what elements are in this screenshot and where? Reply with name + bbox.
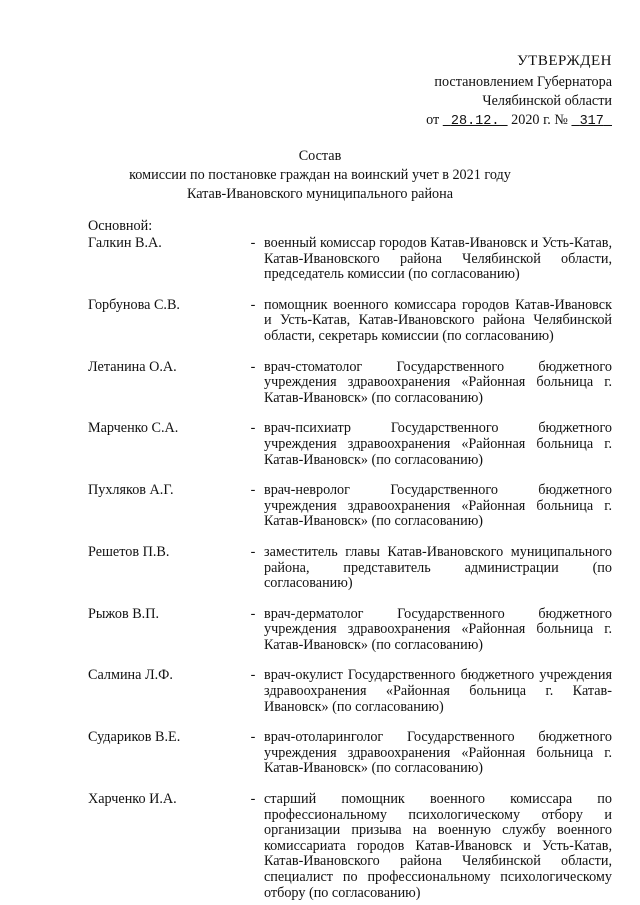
member-dash: - xyxy=(250,605,256,622)
approval-year-text: 2020 г. № xyxy=(511,112,568,128)
member-dash: - xyxy=(250,235,256,251)
member-dash: - xyxy=(250,296,256,313)
member-name: Пухляков А.Г. xyxy=(88,482,174,499)
title-line-3: Катав-Ивановского муниципального района xyxy=(186,186,454,202)
member-entry xyxy=(88,792,612,901)
approval-line-1: постановлением Губернатора xyxy=(434,74,612,90)
member-name: Марченко С.А. xyxy=(88,420,179,437)
member-dash: - xyxy=(250,358,256,375)
approval-line-2: Челябинской области xyxy=(482,93,612,109)
approval-prefix: от xyxy=(426,112,440,128)
member-entry xyxy=(88,545,612,592)
member-name: Судариков В.Е. xyxy=(88,729,181,746)
approval-number-value: 317 xyxy=(579,114,604,129)
member-name: Летанина О.А. xyxy=(88,358,177,375)
approval-date xyxy=(443,114,508,129)
member-entry xyxy=(88,668,612,715)
document-title xyxy=(0,147,640,204)
member-description: врач-окулист Государственного бюджетного учреждения здравоохранения «Районная больница г. Катав-Ивановск» (по согласованию) xyxy=(264,667,612,715)
title-line-2: комиссии по постановке граждан на воинский учет в 2021 году xyxy=(129,167,511,183)
member-dash: - xyxy=(250,482,256,499)
member-name: Галкин В.А. xyxy=(88,235,162,251)
member-dash: - xyxy=(250,791,256,808)
member-description: врач-психиатр Государственного бюджетного учреждения здравоохранения «Районная больница г. Катав-Ивановск» (по согласованию) xyxy=(264,420,612,468)
member-description: врач-дерматолог Государственного бюджетного учреждения здравоохранения «Районная больница г. Катав-Ивановск» (по согласованию) xyxy=(264,605,612,653)
section-label: Основной: xyxy=(88,218,153,234)
member-entry xyxy=(88,236,612,283)
member-dash: - xyxy=(250,729,256,746)
member-description: военный комиссар городов Катав-Ивановск и Усть-Катав, Катав-Ивановского района Челябинской области, председатель комиссии (по согласованию) xyxy=(264,235,612,283)
approval-number xyxy=(571,114,612,129)
approval-stamp-block xyxy=(392,52,612,131)
member-entry xyxy=(88,298,612,345)
member-entry xyxy=(88,483,612,530)
member-name: Харченко И.А. xyxy=(88,791,177,808)
member-dash: - xyxy=(250,543,256,560)
member-entry xyxy=(88,360,612,407)
member-entry xyxy=(88,421,612,468)
member-description: помощник военного комиссара городов Катав-Ивановск и Усть-Катав, Катав-Ивановского района Челябинской области, секретарь комиссии (по согласованию) xyxy=(264,296,612,344)
member-name: Решетов П.В. xyxy=(88,543,170,560)
member-entry xyxy=(88,730,612,777)
title-line-1: Состав xyxy=(298,148,342,164)
member-entry xyxy=(88,607,612,654)
approval-date-value: 28.12. xyxy=(450,114,500,129)
member-name: Горбунова С.В. xyxy=(88,296,180,313)
member-description: старший помощник военного комиссара по профессиональному психологическому отбору и организации призыва на военную службу военного комиссариата городов Катав-Ивановск и Усть-Катав, Катав-Ивановского района Челябинской области, специалист по профессиональному психологическому отбору (по согласованию) xyxy=(264,791,612,901)
member-description: заместитель главы Катав-Ивановского муниципального района, представитель администрации (по согласованию) xyxy=(264,543,612,592)
member-name: Рыжов В.П. xyxy=(88,605,160,622)
member-name: Салмина Л.Ф. xyxy=(88,667,173,684)
member-description: врач-невролог Государственного бюджетного учреждения здравоохранения «Районная больница г. Катав-Ивановск» (по согласованию) xyxy=(264,482,612,530)
members-list xyxy=(88,236,612,901)
member-dash: - xyxy=(250,667,256,684)
approval-heading: УТВЕРЖДЕН xyxy=(517,53,612,69)
member-description: врач-отоларинголог Государственного бюджетного учреждения здравоохранения «Районная больница г. Катав-Ивановск» (по согласованию) xyxy=(264,729,612,777)
approval-date-line xyxy=(392,111,612,131)
member-dash: - xyxy=(250,420,256,437)
member-description: врач-стоматолог Государственного бюджетного учреждения здравоохранения «Районная больница г. Катав-Ивановск» (по согласованию) xyxy=(264,358,612,406)
